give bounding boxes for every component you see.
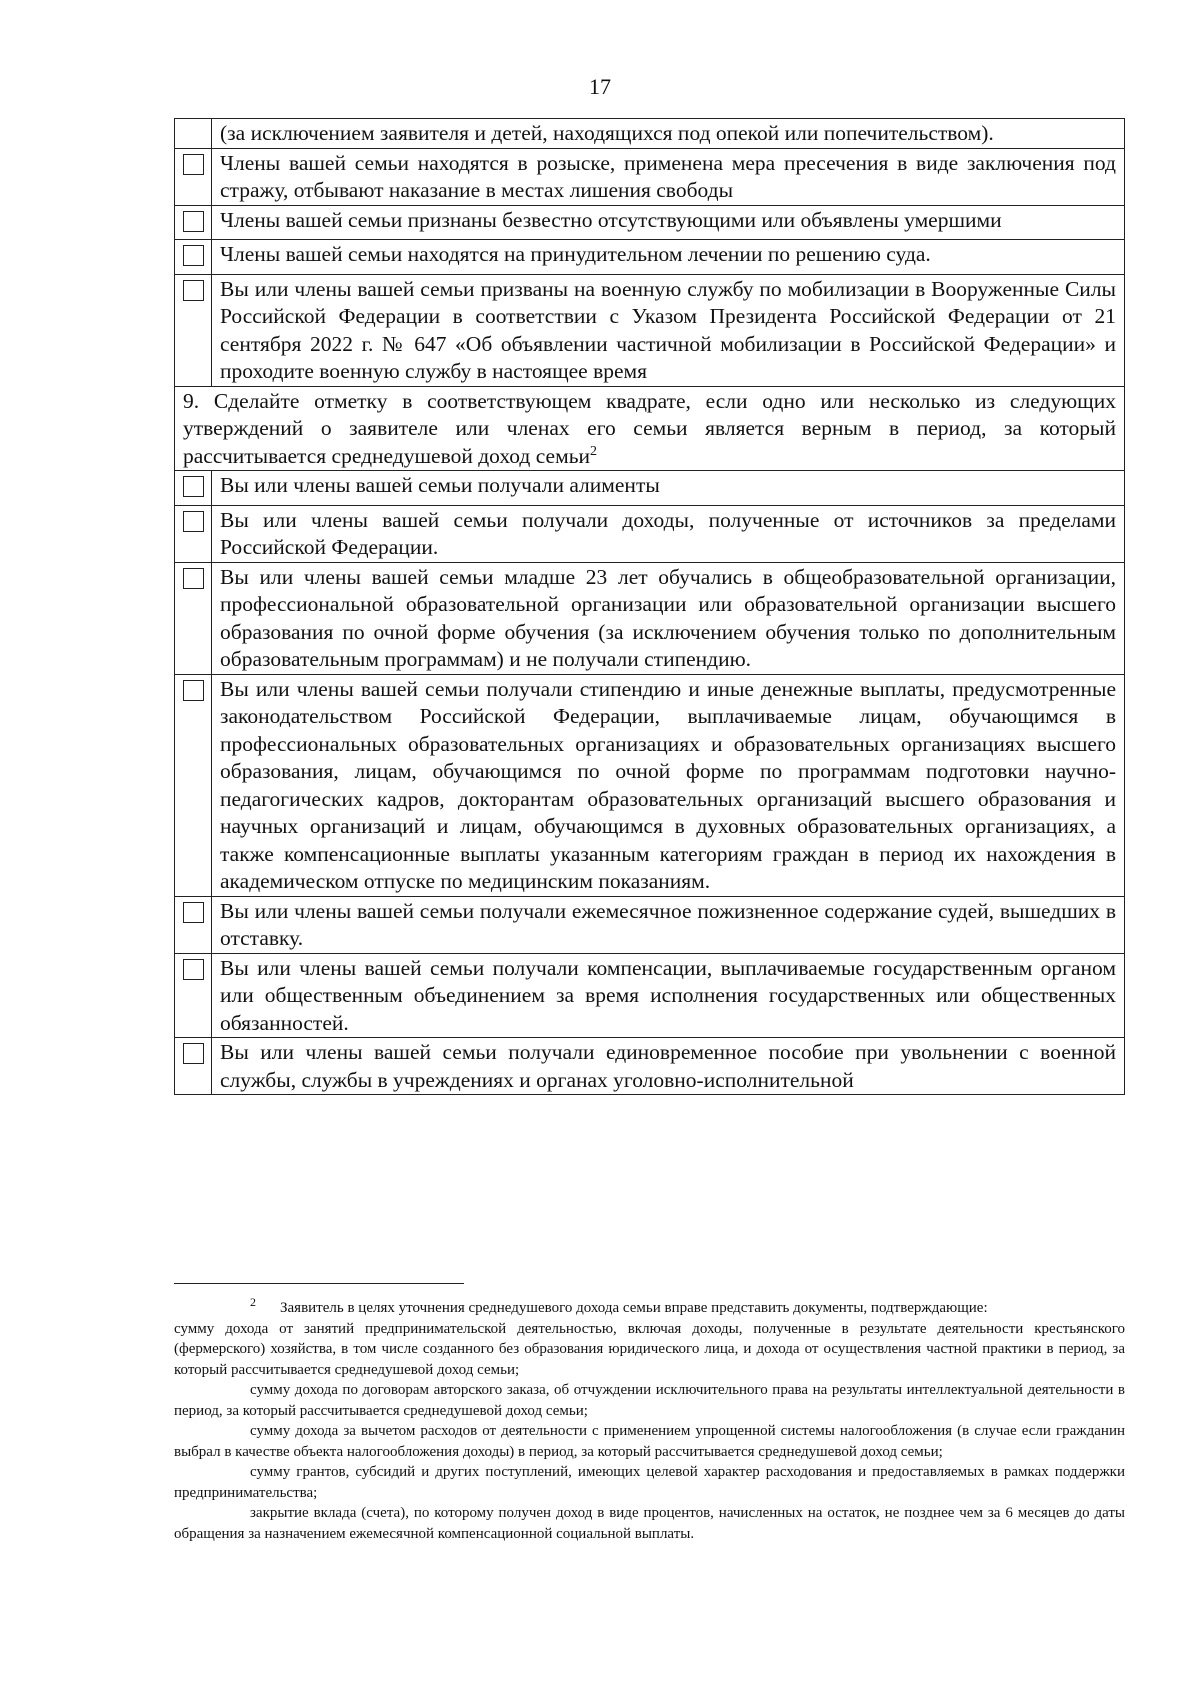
row-text: Вы или члены вашей семьи получали ежемесячное пожизненное содержание судей, вышедших в отставку.: [212, 896, 1125, 953]
footnote-item: сумму грантов, субсидий и других поступлений, имеющих целевой характер расходования и предоставляемых в рамках поддержки предпринимательства;: [174, 1464, 1125, 1501]
checkbox-cell: [175, 896, 212, 953]
row-text: Вы или члены вашей семьи младше 23 лет обучались в общеобразовательной организации, профессиональной образовательной организации или образовательной организации высшего образования по очной форме обучения (за исключением обучения только по дополнительным образовательным программам) и не получали стипендию.: [212, 562, 1125, 674]
table-row: [175, 148, 1125, 205]
table-row: [175, 1038, 1125, 1095]
row-text: Вы или члены вашей семьи получали компенсации, выплачиваемые государственным органом или общественным объединением за время исполнения государственных или общественных обязанностей.: [212, 953, 1125, 1038]
checkbox-cell: [175, 148, 212, 205]
checkbox[interactable]: [183, 680, 204, 701]
checkbox[interactable]: [183, 1043, 204, 1064]
footnote-intro-text: Заявитель в целях уточнения среднедушевого дохода семьи вправе представить документы, подтверждающие:: [280, 1300, 988, 1316]
row-text: Вы или члены вашей семьи получали стипендию и иные денежные выплаты, предусмотренные законодательством Российской Федерации, выплачиваемые лицам, обучающимся в профессиональных образовательных организациях и образовательных организациях высшего образования, лицам, обучающимся по очной форме по программам подготовки научно-педагогических кадров, докторантам образовательных организаций высшего образования и научных организаций и лицам, обучающимся в духовных образовательных организациях, а также компенсационные выплаты указанным категориям граждан в период их нахождения в академическом отпуске по медицинским показаниям.: [212, 674, 1125, 896]
row-text: Члены вашей семьи находятся в розыске, применена мера пресечения в виде заключения под стражу, отбывают наказание в местах лишения свободы: [212, 148, 1125, 205]
checkbox[interactable]: [183, 959, 204, 980]
table-row: [175, 240, 1125, 275]
footnote-ref: 2: [590, 443, 597, 459]
row-text: Члены вашей семьи признаны безвестно отсутствующими или объявлены умершими: [212, 205, 1125, 240]
checkbox[interactable]: [183, 154, 204, 175]
section-9-text: [175, 386, 1125, 471]
checkbox-cell: [175, 953, 212, 1038]
row-text: (за исключением заявителя и детей, находящихся под опекой или попечительством).: [212, 119, 1125, 149]
checkbox[interactable]: [183, 211, 204, 232]
checkbox[interactable]: [183, 511, 204, 532]
checkbox-cell: [175, 471, 212, 506]
checkbox-cell: [175, 240, 212, 275]
form-table: [174, 118, 1125, 1095]
table-row: [175, 205, 1125, 240]
footnote-item: сумму дохода по договорам авторского заказа, об отчуждении исключительного права на результаты интеллектуальной деятельности в период, за который рассчитывается среднедушевой доход семьи;: [174, 1382, 1125, 1419]
checkbox-cell: [175, 1038, 212, 1095]
checkbox[interactable]: [183, 568, 204, 589]
table-row: [175, 119, 1125, 149]
row-text: Вы или члены вашей семьи получали единовременное пособие при увольнении с военной службы, службы в учреждениях и органах уголовно-исполнительной: [212, 1038, 1125, 1095]
footnote-divider: [174, 1283, 464, 1284]
checkbox[interactable]: [183, 245, 204, 266]
footnote-item: сумму дохода за вычетом расходов от деятельности с применением упрощенной системы налогообложения (в случае если гражданин выбрал в качестве объекта налогообложения доходы) в период, за который рассчитывается среднедушевой доход семьи;: [174, 1423, 1125, 1460]
table-row: [175, 274, 1125, 386]
checkbox-cell: [175, 674, 212, 896]
page-number: 17: [589, 74, 611, 99]
checkbox-cell: [175, 505, 212, 562]
table-row: [175, 896, 1125, 953]
footnote-mark: 2: [250, 1295, 256, 1309]
row-text: Вы или члены вашей семьи получали доходы, полученные от источников за пределами Российской Федерации.: [212, 505, 1125, 562]
checkbox[interactable]: [183, 476, 204, 497]
row-text: Члены вашей семьи находятся на принудительном лечении по решению суда.: [212, 240, 1125, 275]
checkbox[interactable]: [183, 902, 204, 923]
footnotes: [174, 1292, 1125, 1544]
table-row: [175, 953, 1125, 1038]
checkbox-cell: [175, 274, 212, 386]
row-text: Вы или члены вашей семьи получали алименты: [212, 471, 1125, 506]
footnote-intro: [174, 1292, 1125, 1319]
checkbox-cell: [175, 562, 212, 674]
checkbox[interactable]: [183, 280, 204, 301]
table-row: [175, 471, 1125, 506]
table-row: [175, 674, 1125, 896]
footnote-item: сумму дохода от занятий предпринимательской деятельностью, включая доходы, полученные в результате деятельности крестьянского (фермерского) хозяйства, в том числе созданного без образования юридического лица, и дохода от осуществления частной практики в период, за который рассчитывается среднедушевой доход семьи;: [174, 1320, 1125, 1378]
checkbox-cell: [175, 205, 212, 240]
checkbox-cell: [175, 119, 212, 149]
row-text: Вы или члены вашей семьи призваны на военную службу по мобилизации в Вооруженные Силы Российской Федерации в соответствии с Указом Президента Российской Федерации от 21 сентября 2022 г. № 647 «Об объявлении частичной мобилизации в Российской Федерации» и проходите военную службу в настоящее время: [212, 274, 1125, 386]
table-row: [175, 562, 1125, 674]
section-9-label: 9. Сделайте отметку в соответствующем квадрате, если одно или несколько из следующих утверждений о заявителе или членах его семьи является верным в период, за который рассчитывается среднедушевой доход семьи: [183, 388, 1116, 468]
table-row: [175, 505, 1125, 562]
footnote-item: закрытие вклада (счета), по которому получен доход в виде процентов, начисленных на остаток, не позднее чем за 6 месяцев до даты обращения за назначением ежемесячной компенсационной социальной выплаты.: [174, 1505, 1125, 1542]
section-9-row: [175, 386, 1125, 471]
